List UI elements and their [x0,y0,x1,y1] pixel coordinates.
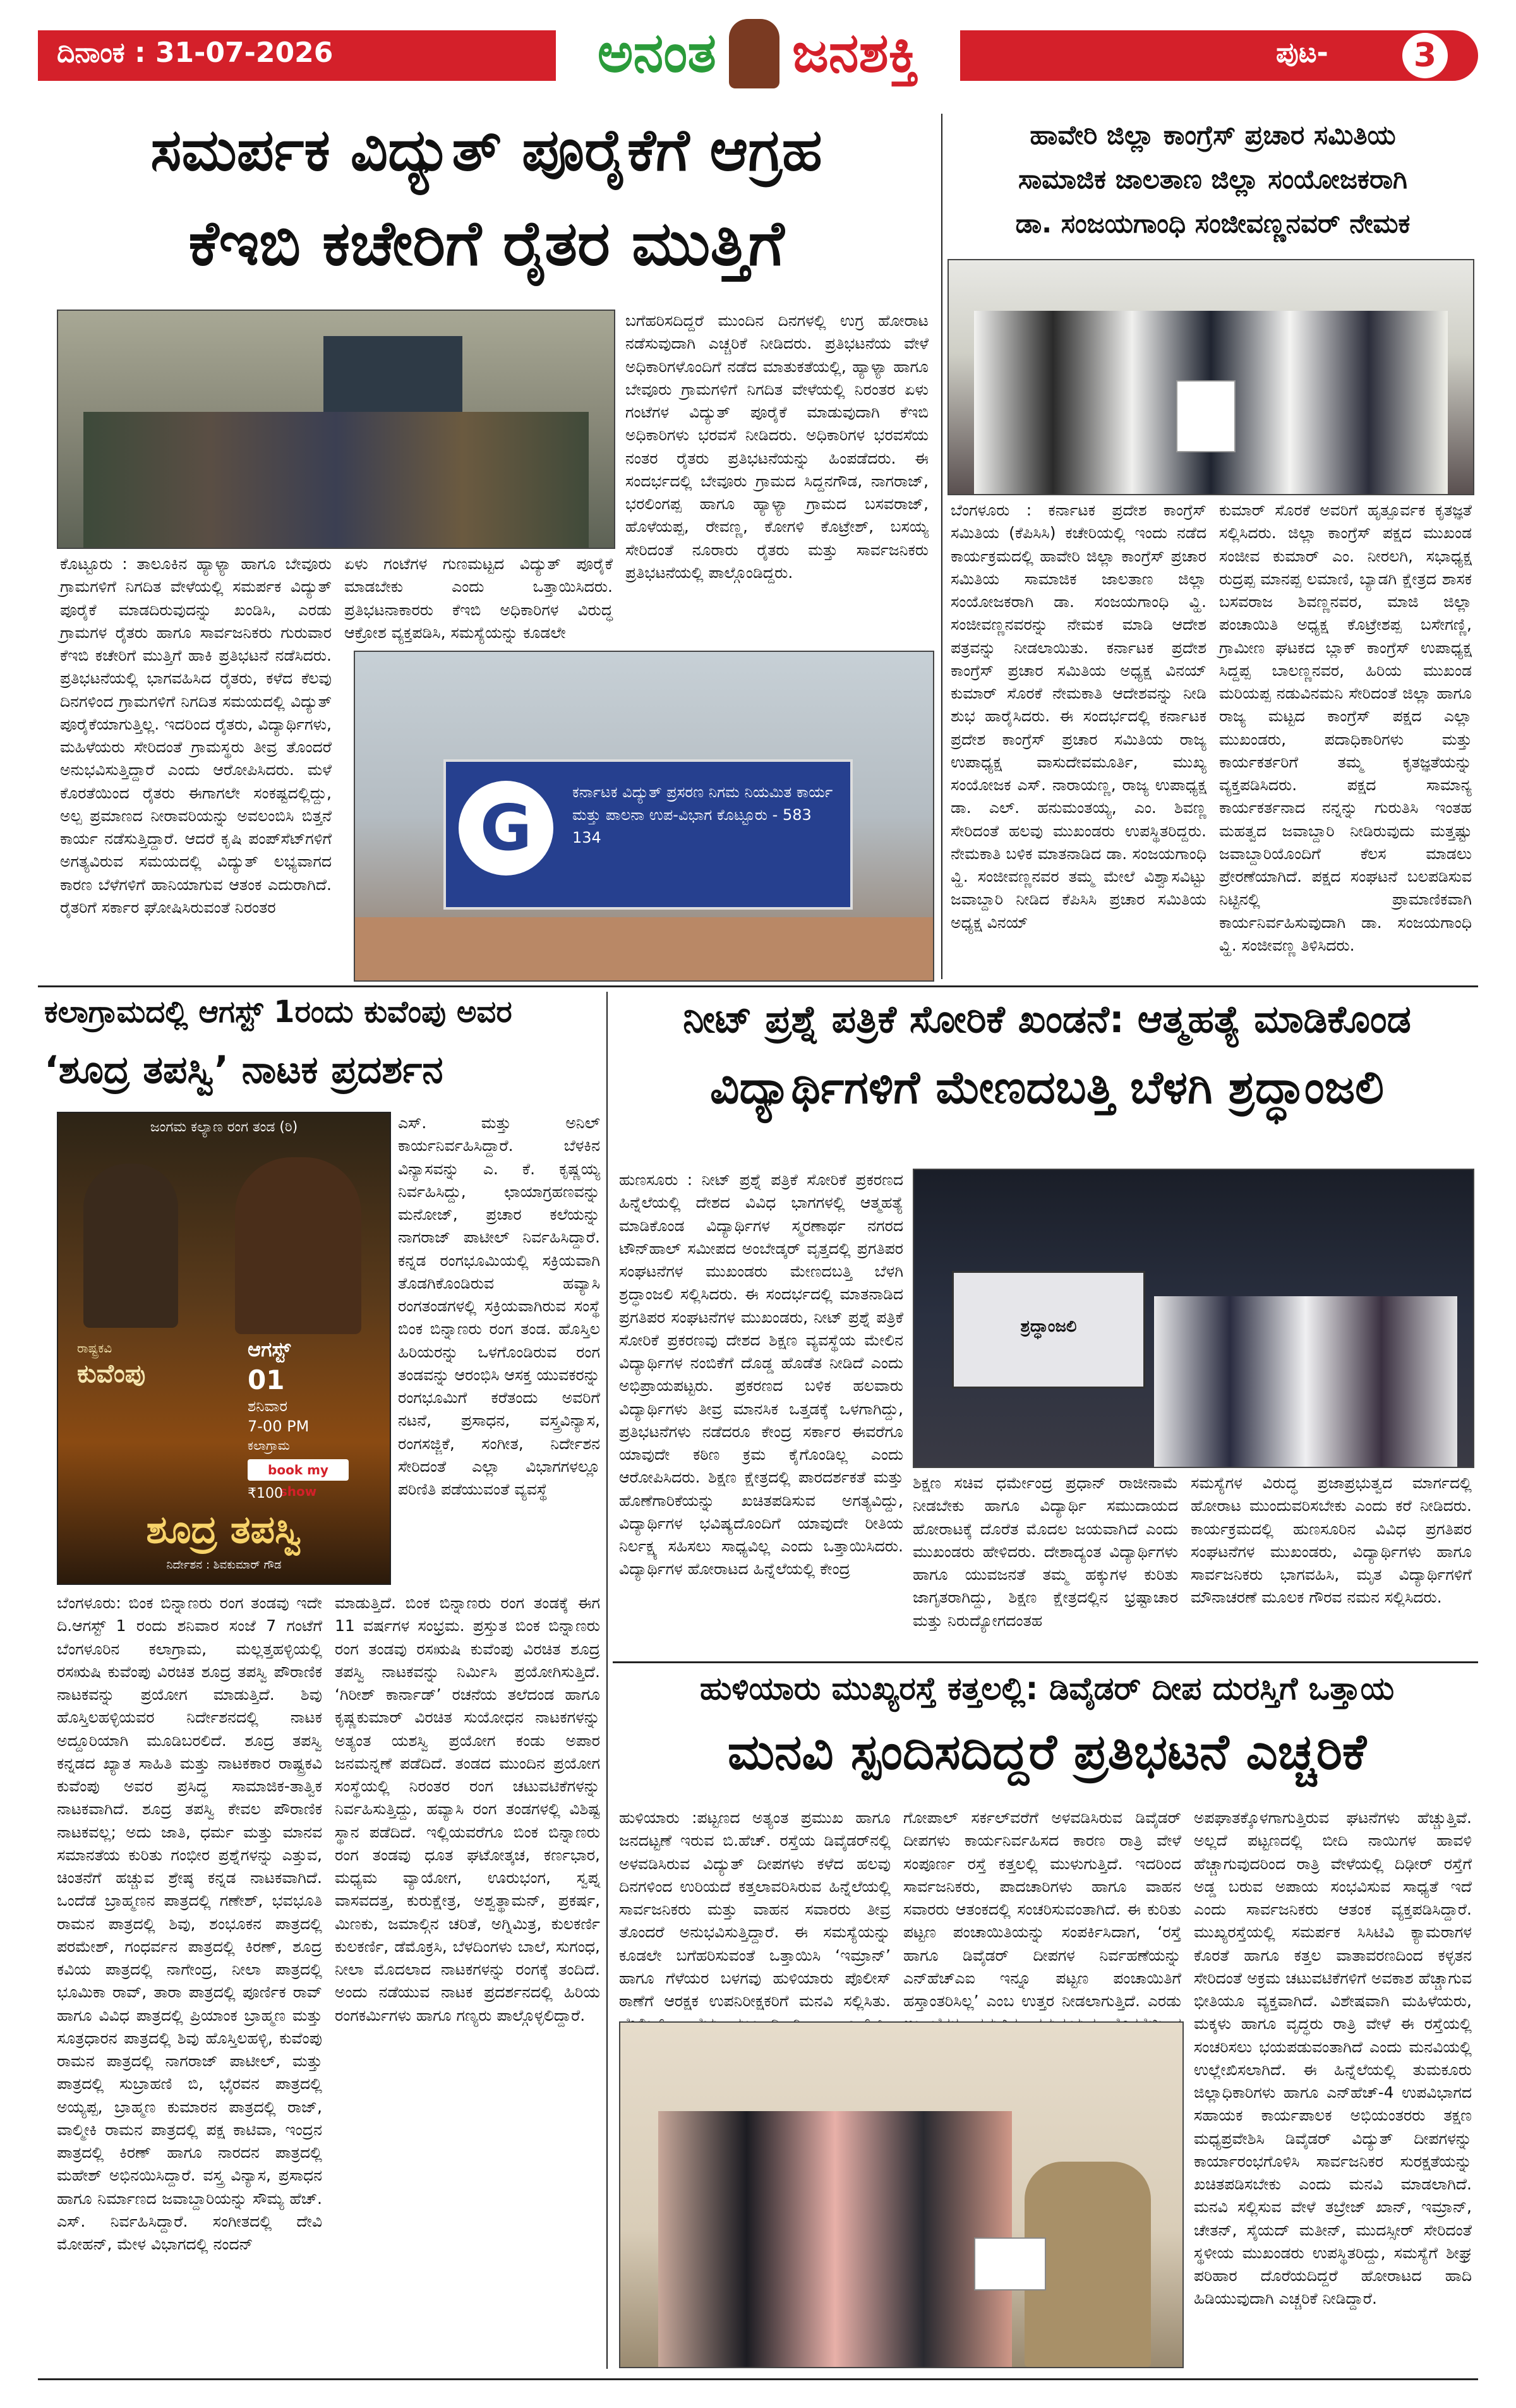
story1-column-middle: ಏಳು ಗಂಟೆಗಳ ಗುಣಮಟ್ಟದ ವಿದ್ಯುತ್ ಪೂರೈಕೆ ಮಾಡಬೇಕು ಎಂದು ಒತ್ತಾಯಿಸಿದರು. ಪ್ರತಿಭಟನಾಕಾರರು ಕೆಇಬಿ ಅಧಿಕಾರಿಗಳ ವಿರುದ್ಧ ಆಕ್ರೋಶ ವ್ಯಕ್ತಪಡಿಸಿ, ಸಮಸ್ಯೆಯನ್ನು ಕೂಡಲೇ [344,555,613,642]
poster-venue: ಕಲಾಗ್ರಾಮ [248,1438,290,1453]
logo-right-word: ಜನಶಕ್ತಿ [791,21,919,85]
logo-left-word: ಅನಂತ [597,21,716,85]
poster-weekday: ಶನಿವಾರ [248,1397,288,1415]
story3-column-bottom-right: ಮಾಡುತ್ತಿದೆ. ಬಿಂಕ ಬಿನ್ನಾಣರು ರಂಗ ತಂಡಕ್ಕೆ ಈಗ 11 ವರ್ಷಗಳ ಸಂಭ್ರಮ. ಪ್ರಸ್ತುತ ಬಿಂಕ ಬಿನ್ನಾಣರು ರಂಗ ತಂಡವು ರಸಋಷಿ ಕುವೆಂಪು ವಿರಚಿತ ಶೂದ್ರ ತಪಸ್ವಿ ನಾಟಕವನ್ನು ನಿರ್ಮಿಸಿ ಪ್ರಯೋಗಿಸುತ್ತಿದೆ. ‘ಗಿರೀಶ್ ಕಾರ್ನಾಡ್’ ರಚನೆಯ ತಲೆದಂಡ ಹಾಗೂ ಕೃಷ್ಣಕುಮಾರ್ ವಿರಚಿತ ಸುಯೋಧನ ನಾಟಕಗಳನ್ನು ಅತ್ಯಂತ ಯಶಸ್ವಿ ಪ್ರಯೋಗ ಕಂಡು ಅಪಾರ ಜನಮನ್ನಣೆ ಪಡೆದಿದೆ. ತಂಡದ ಮುಂದಿನ ಪ್ರಯೋಗ ಸಂಸ್ಥೆಯಲ್ಲಿ ನಿರಂತರ ರಂಗ ಚಟುವಟಿಕೆಗಳನ್ನು ನಿರ್ವಹಿಸುತ್ತಿದ್ದು, ಹವ್ಯಾಸಿ ರಂಗ ತಂಡಗಳಲ್ಲಿ ವಿಶಿಷ್ಟ ಸ್ಥಾನ ಪಡೆದಿದೆ. ಇಲ್ಲಿಯವರೆಗೂ ಬಿಂಕ ಬಿನ್ನಾಣರು ರಂಗ ತಂಡವು ಧೂತ ಘಟೋತ್ಕಚ, ಕರ್ಣಭಾರ, ಮಧ್ಯಮ ವ್ಯಾಯೋಗ, ಊರುಭಂಗ, ಸ್ವಪ್ನ ವಾಸವದತ್ತ, ಕುರುಕ್ಷೇತ್ರ, ಅಶ್ವತ್ಥಾಮನ್, ಪ್ರಕರ್ಷ, ಮಿಣಕು, ಜಮಾಲ್ಗಿನ ಚರಿತೆ, ಅಗ್ನಿಮಿತ್ರ, ಕುಲಕರ್ಣಿ ಕುಲಕರ್ಣಿ, ಡೆಮೊಕ್ರಸಿ, ಬೆಳದಿಂಗಳು ಬಾಲೆ, ಸುಗಂಧ, ನೀಲಾ ಮೊದಲಾದ ನಾಟಕಗಳನ್ನು ರಂಗಕ್ಕೆ ತಂದಿದೆ. ಅಂದು ನಡೆಯುವ ನಾಟಕ ಪ್ರದರ್ಶನದಲ್ಲಿ ಹಿರಿಯ ರಂಗಕರ್ಮಿಗಳು ಹಾಗೂ ಗಣ್ಯರು ಪಾಲ್ಗೊಳ್ಳಲಿದ್ದಾರೆ. [335,1594,600,2025]
story5-photo-memorandum [619,2021,1184,2368]
story2-column-right: ಕುಮಾರ್ ಸೊರಕೆ ಅವರಿಗೆ ಹೃತ್ಪೂರ್ವಕ ಕೃತಜ್ಞತೆ ಸಲ್ಲಿಸಿದರು. ಜಿಲ್ಲಾ ಕಾಂಗ್ರೆಸ್ ಪಕ್ಷದ ಮುಖಂಡ ಸಂಜೀವ ಕುಮಾರ್ ಎಂ. ನೀರಲಗಿ, ಸಭಾಧ್ಯಕ್ಷ ರುದ್ರಪ್ಪ ಮಾನಪ್ಪ ಲಮಾಣಿ, ಬ್ಯಾಡಗಿ ಕ್ಷೇತ್ರದ ಶಾಸಕ ಬಸವರಾಜ ಶಿವಣ್ಣನವರ, ಮಾಜಿ ಜಿಲ್ಲಾ ಪಂಚಾಯಿತಿ ಅಧ್ಯಕ್ಷ ಕೊಟ್ರೇಶಪ್ಪ ಬಸೇಗಣ್ಣಿ, ಗ್ರಾಮೀಣ ಘಟಕದ ಬ್ಲಾಕ್ ಕಾಂಗ್ರೆಸ್ ಉಪಾಧ್ಯಕ್ಷ ಸಿದ್ದಪ್ಪ ಬಾಲಣ್ಣನವರ, ಹಿರಿಯ ಮುಖಂಡ ಮರಿಯಪ್ಪ ನಡುವಿನಮನಿ ಸೇರಿದಂತೆ ಜಿಲ್ಲಾ ಹಾಗೂ ರಾಜ್ಯ ಮಟ್ಟದ ಕಾಂಗ್ರೆಸ್ ಪಕ್ಷದ ಎಲ್ಲಾ ಮುಖಂಡರು, ಪದಾಧಿಕಾರಿಗಳು ಮತ್ತು ಕಾರ್ಯಕರ್ತರಿಗೆ ತಮ್ಮ ಕೃತಜ್ಞತೆಯನ್ನು ವ್ಯಕ್ತಪಡಿಸಿದರು. ಪಕ್ಷದ ಸಾಮಾನ್ಯ ಕಾರ್ಯಕರ್ತನಾದ ನನ್ನನ್ನು ಗುರುತಿಸಿ ಇಂತಹ ಮಹತ್ವದ ಜವಾಬ್ದಾರಿ ನೀಡಿರುವುದು ಮತ್ತಷ್ಟು ಜವಾಬ್ದಾರಿಯೊಂದಿಗೆ ಕೆಲಸ ಮಾಡಲು ಪ್ರೇರಣೆಯಾಗಿದೆ. ಪಕ್ಷದ ಸಂಘಟನೆ ಬಲಪಡಿಸುವ ನಿಟ್ಟಿನಲ್ಲಿ ಪ್ರಾಮಾಣಿಕವಾಗಿ ಕಾರ್ಯನಿರ್ವಹಿಸುವುದಾಗಿ ಡಾ. ಸಂಜಯಗಾಂಧಿ ವ್ಹಿ. ಸಂಜೀವಣ್ಣ ತಿಳಿಸಿದರು. [1219,501,1472,954]
vigil-crowd [1154,1296,1457,1467]
page-bottom-rule [38,2378,1478,2380]
poster-figure-right [235,1157,361,1334]
story4-column-under-photo: ಶಿಕ್ಷಣ ಸಚಿವ ಧರ್ಮೇಂದ್ರ ಪ್ರಧಾನ್ ರಾಜೀನಾಮೆ ನೀಡಬೇಕು ಹಾಗೂ ವಿದ್ಯಾರ್ಥಿ ಸಮುದಾಯದ ಹೋರಾಟಕ್ಕೆ ದೊರೆತ ಮೊದಲ ಜಯವಾಗಿದೆ ಎಂದು ಮುಖಂಡರು ಹೇಳಿದರು. ದೇಶಾದ್ಯಂತ ವಿದ್ಯಾರ್ಥಿಗಳು ಹಾಗೂ ಯುವಜನತೆ ತಮ್ಮ ಹಕ್ಕುಗಳ ಕುರಿತು ಜಾಗೃತರಾಗಿದ್ದು, ಶಿಕ್ಷಣ ಕ್ಷೇತ್ರದಲ್ಲಿನ ಭ್ರಷ್ಟಾಚಾರ ಮತ್ತು ನಿರುದ್ಯೋಗದಂತಹ [913,1474,1178,1630]
poster-booking: book my show [248,1459,349,1481]
poster-author-small: ರಾಷ್ಟ್ರಕವಿ [77,1340,112,1356]
story3-column-top-right: ಎಸ್. ಮತ್ತು ಅನಿಲ್ ಕಾರ್ಯನಿರ್ವಹಿಸಿದ್ದಾರೆ. ಬೆಳಕಿನ ವಿನ್ಯಾಸವನ್ನು ಎ. ಕೆ. ಕೃಷ್ಣಯ್ಯ ನಿರ್ವಹಿಸಿದ್ದು, ಛಾಯಾಗ್ರಹಣವನ್ನು ಮನೋಜ್, ಪ್ರಚಾರ ಕಲೆಯನ್ನು ನಾಗರಾಜ್ ಪಾಟೀಲ್ ನಿರ್ವಹಿಸಿದ್ದಾರೆ. ಕನ್ನಡ ರಂಗಭೂಮಿಯಲ್ಲಿ ಸಕ್ರಿಯವಾಗಿ ತೊಡಗಿಕೊಂಡಿರುವ ಹವ್ಯಾಸಿ ರಂಗತಂಡಗಳಲ್ಲಿ ಸಕ್ರಿಯವಾಗಿರುವ ಸಂಸ್ಥೆ ಬಿಂಕ ಬಿನ್ನಾಣರು ರಂಗ ತಂಡ. ಹೊಸ್ತಿಲ ಹಿರಿಯರನ್ನು ಒಳಗೊಂಡಿರುವ ರಂಗ ತಂಡವನ್ನು ಆರಂಭಿಸಿ ಆಸಕ್ತ ಯುವಕರನ್ನು ರಂಗಭೂಮಿಗೆ ಕರೆತಂದು ಅವರಿಗೆ ನಟನೆ, ಪ್ರಸಾಧನ, ವಸ್ತ್ರವಿನ್ಯಾಸ, ರಂಗಸಜ್ಜಿಕೆ, ಸಂಗೀತ, ನಿರ್ದೇಶನ ಸೇರಿದಂತೆ ಎಲ್ಲಾ ವಿಭಾಗಗಳಲ್ಲೂ ಪರಿಣಿತಿ ಪಡೆಯುವಂತೆ ವ್ಯವಸ್ಥೆ [398,1114,600,1498]
logo-box [556,6,960,101]
appointment-letter [1176,380,1236,452]
compound-wall [355,917,933,980]
vigil-banner-text: ಶ್ರದ್ಧಾಂಜಲಿ [1020,1317,1077,1336]
story4-column-left: ಹುಣಸೂರು : ನೀಟ್ ಪ್ರಶ್ನೆ ಪತ್ರಿಕೆ ಸೋರಿಕೆ ಪ್ರಕರಣದ ಹಿನ್ನೆಲೆಯಲ್ಲಿ ದೇಶದ ವಿವಿಧ ಭಾಗಗಳಲ್ಲಿ ಆತ್ಮಹತ್ಯೆ ಮಾಡಿಕೊಂಡ ವಿದ್ಯಾರ್ಥಿಗಳ ಸ್ಮರಣಾರ್ಥ ನಗರದ ಟೌನ್‌ಹಾಲ್ ಸಮೀಪದ ಅಂಬೇಡ್ಕರ್ ವೃತ್ತದಲ್ಲಿ ಪ್ರಗತಿಪರ ಸಂಘಟನೆಗಳ ಮುಖಂಡರು ಮೇಣದಬತ್ತಿ ಬೆಳಗಿ ಶ್ರದ್ಧಾಂಜಲಿ ಸಲ್ಲಿಸಿದರು. ಈ ಸಂದರ್ಭದಲ್ಲಿ ಮಾತನಾಡಿದ ಪ್ರಗತಿಪರ ಸಂಘಟನೆಗಳ ಮುಖಂಡರು, ನೀಟ್ ಪ್ರಶ್ನೆ ಪತ್ರಿಕೆ ಸೋರಿಕೆ ಪ್ರಕರಣವು ದೇಶದ ಶಿಕ್ಷಣ ವ್ಯವಸ್ಥೆಯ ಮೇಲಿನ ವಿದ್ಯಾರ್ಥಿಗಳ ನಂಬಿಕೆಗೆ ದೊಡ್ಡ ಹೊಡೆತ ನೀಡಿದೆ ಎಂದು ಅಭಿಪ್ರಾಯಪಟ್ಟರು. ಪ್ರಕರಣದ ಬಳಿಕ ಹಲವಾರು ವಿದ್ಯಾರ್ಥಿಗಳು ತೀವ್ರ ಮಾನಸಿಕ ಒತ್ತಡಕ್ಕೆ ಒಳಗಾಗಿದ್ದು, ಪ್ರತಿಭಟನೆಗಳು ನಡೆದರೂ ಕೇಂದ್ರ ಸರ್ಕಾರ ಈವರೆಗೂ ಯಾವುದೇ ಕಠಿಣ ಕ್ರಮ ಕೈಗೊಂಡಿಲ್ಲ ಎಂದು ಆರೋಪಿಸಿದರು. ಶಿಕ್ಷಣ ಕ್ಷೇತ್ರದಲ್ಲಿ ಪಾರದರ್ಶಕತೆ ಮತ್ತು ಹೊಣೆಗಾರಿಕೆಯನ್ನು ಖಚಿತಪಡಿಸುವ ಅಗತ್ಯವಿದ್ದು, ವಿದ್ಯಾರ್ಥಿಗಳ ಭವಿಷ್ಯದೊಂದಿಗೆ ಯಾವುದೇ ರೀತಿಯ ನಿರ್ಲಕ್ಷ್ಯ ಸಹಿಸಲು ಸಾಧ್ಯವಿಲ್ಲ ಎಂದು ಒತ್ತಾಯಿಸಿದರು. ವಿದ್ಯಾರ್ಥಿಗಳ ಹೋರಾಟದ ಹಿನ್ನೆಲೆಯಲ್ಲಿ ಕೇಂದ್ರ [619,1171,903,1579]
poster-director: ನಿರ್ದೇಶನ : ಶಿವಕುಮಾರ್ ಗೌಡ [166,1558,282,1572]
story5-column-middle: ಗೋಪಾಲ್ ಸರ್ಕಲ್‌ವರೆಗೆ ಅಳವಡಿಸಿರುವ ಡಿವೈಡರ್ ದೀಪಗಳು ಕಾರ್ಯನಿರ್ವಹಿಸದ ಕಾರಣ ರಾತ್ರಿ ವೇಳೆ ಸಂಪೂರ್ಣ ರಸ್ತೆ ಕತ್ತಲಲ್ಲಿ ಮುಳುಗುತ್ತಿದೆ. ಇದರಿಂದ ಸಾರ್ವಜನಿಕರು, ಪಾದಚಾರಿಗಳು ಹಾಗೂ ವಾಹನ ಸವಾರರು ಆತಂಕದಲ್ಲಿ ಸಂಚರಿಸುವಂತಾಗಿದೆ. ಈ ಕುರಿತು ಪಟ್ಟಣ ಪಂಚಾಯಿತಿಯನ್ನು ಸಂಪರ್ಕಿಸಿದಾಗ, ‘ರಸ್ತೆ ಹಾಗೂ ಡಿವೈಡರ್ ದೀಪಗಳ ನಿರ್ವಹಣೆಯನ್ನು ಎನ್‌ಹೆಚ್‌ಎಐ ಇನ್ನೂ ಪಟ್ಟಣ ಪಂಚಾಯಿತಿಗೆ ಹಸ್ತಾಂತರಿಸಿಲ್ಲ’ ಎಂಬ ಉತ್ತರ ನೀಡಲಾಗುತ್ತಿದೆ. ಎರಡು [903,1809,1181,2010]
story2-column-left: ಬೆಂಗಳೂರು : ಕರ್ನಾಟಕ ಪ್ರದೇಶ ಕಾಂಗ್ರೆಸ್ ಸಮಿತಿಯ (ಕೆಪಿಸಿಸಿ) ಕಚೇರಿಯಲ್ಲಿ ಇಂದು ನಡೆದ ಕಾರ್ಯಕ್ರಮದಲ್ಲಿ ಹಾವೇರಿ ಜಿಲ್ಲಾ ಕಾಂಗ್ರೆಸ್ ಪ್ರಚಾರ ಸಮಿತಿಯ ಸಾಮಾಜಿಕ ಜಾಲತಾಣ ಜಿಲ್ಲಾ ಸಂಯೋಜಕರಾಗಿ ಡಾ. ಸಂಜಯಗಾಂಧಿ ವ್ಹಿ. ಸಂಜೀವಣ್ಣನವರನ್ನು ನೇಮಕ ಮಾಡಿ ಆದೇಶ ಪತ್ರವನ್ನು ನೀಡಲಾಯಿತು. ಕರ್ನಾಟಕ ಪ್ರದೇಶ ಕಾಂಗ್ರೆಸ್ ಪ್ರಚಾರ ಸಮಿತಿಯ ಅಧ್ಯಕ್ಷ ವಿನಯ್ ಕುಮಾರ್ ಸೊರಕೆ ನೇಮಕಾತಿ ಆದೇಶವನ್ನು ನೀಡಿ ಶುಭ ಹಾರೈಸಿದರು. ಈ ಸಂದರ್ಭದಲ್ಲಿ ಕರ್ನಾಟಕ ಪ್ರದೇಶ ಕಾಂಗ್ರೆಸ್ ಪ್ರಚಾರ ಸಮಿತಿಯ ರಾಜ್ಯ ಉಪಾಧ್ಯಕ್ಷ ವಾಸುದೇವಮೂರ್ತಿ, ಮುಖ್ಯ ಸಂಯೋಜಕ ಎಸ್. ನಾರಾಯಣ್ಣ, ರಾಜ್ಯ ಉಪಾಧ್ಯಕ್ಷ ಡಾ. ಎಲ್. ಹನುಮಂತಯ್ಯ, ಎಂ. ಶಿವಣ್ಣ ಸೇರಿದಂತೆ ಹಲವು ಮುಖಂಡರು ಉಪಸ್ಥಿತರಿದ್ದರು. ನೇಮಕಾತಿ ಬಳಿಕ ಮಾತನಾಡಿದ ಡಾ. ಸಂಜಯಗಾಂಧಿ ವ್ಹಿ. ಸಂಜೀವಣ್ಣನವರ ತಮ್ಮ ಮೇಲೆ ವಿಶ್ವಾಸವಿಟ್ಟು ಜವಾಬ್ದಾರಿ ನೀಡಿದ ಕೆಪಿಸಿಸಿ ಪ್ರಚಾರ ಸಮಿತಿಯ ಅಧ್ಯಕ್ಷ ವಿನಯ್ [951,501,1206,932]
poster-title: ಶೂದ್ರ ತಪಸ್ವಿ [146,1508,302,1552]
memorandum-group [658,2111,1012,2367]
poster-author: ಕುವೆಂಪು [77,1359,146,1388]
play-poster [57,1112,391,1585]
story5-column-left: ಹುಳಿಯಾರು :ಪಟ್ಟಣದ ಅತ್ಯಂತ ಪ್ರಮುಖ ಹಾಗೂ ಜನದಟ್ಟಣೆ ಇರುವ ಬಿ.ಹೆಚ್. ರಸ್ತೆಯ ಡಿವೈಡರ್‌ನಲ್ಲಿ ಅಳವಡಿಸಿರುವ ವಿದ್ಯುತ್ ದೀಪಗಳು ಕಳೆದ ಹಲವು ದಿನಗಳಿಂದ ಉರಿಯದೆ ಕತ್ತಲಾವರಿಸಿರುವ ಹಿನ್ನೆಲೆಯಲ್ಲಿ ಸಾರ್ವಜನಿಕರು ಮತ್ತು ವಾಹನ ಸವಾರರು ತೀವ್ರ ತೊಂದರೆ ಅನುಭವಿಸುತ್ತಿದ್ದಾರೆ. ಈ ಸಮಸ್ಯೆಯನ್ನು ಕೂಡಲೇ ಬಗೆಹರಿಸುವಂತೆ ಒತ್ತಾಯಿಸಿ ‘ಇಮ್ರಾನ್’ ಹಾಗೂ ಗೆಳೆಯರ ಬಳಗವು ಹುಳಿಯಾರು ಪೊಲೀಸ್ ಠಾಣೆಗೆ ಆರಕ್ಷಕ ಉಪನಿರೀಕ್ಷಕರಿಗೆ ಮನವಿ ಸಲ್ಲಿಸಿತು. [619,1809,891,2010]
story2-photo-appointment [948,259,1474,495]
masthead [0,0,1516,107]
column-divider-2 [606,992,608,2369]
vigil-banner [952,1271,1145,1388]
poster-time: 7-00 PM [248,1418,310,1435]
story2-headline-line3: ಡಾ. ಸಂಜಯಗಾಂಧಿ ಸಂಜೀವಣ್ಣನವರ್ ನೇಮಕ [1015,208,1411,239]
story3-headline-line1: ಕಲಾಗ್ರಾಮದಲ್ಲಿ ಆಗಸ್ಟ್ 1ರಂದು ಕುವೆಂಪು ಅವರ [44,994,512,1030]
poster-month: ಆಗಸ್ಟ್ [248,1337,291,1361]
story2-headline-line1: ಹಾವೇರಿ ಜಿಲ್ಲಾ ಕಾಂಗ್ರೆಸ್ ಪ್ರಚಾರ ಸಮಿತಿಯ [1030,119,1396,150]
section-divider-2 [613,1661,1478,1663]
office-sign-board [443,759,853,910]
story1-column-left: ಕೊಟ್ಟೂರು : ತಾಲೂಕಿನ ಹ್ಯಾಳ್ಯಾ ಹಾಗೂ ಬೇವೂರು ಗ್ರಾಮಗಳಿಗೆ ನಿಗದಿತ ವೇಳೆಯಲ್ಲಿ ಸಮರ್ಪಕ ವಿದ್ಯುತ್ ಪೂರೈಕೆ ಮಾಡದಿರುವುದನ್ನು ಖಂಡಿಸಿ, ಎರಡು ಗ್ರಾಮಗಳ ರೈತರು ಹಾಗೂ ಸಾರ್ವಜನಿಕರು ಗುರುವಾರ ಕೆಇಬಿ ಕಚೇರಿಗೆ ಮುತ್ತಿಗೆ ಹಾಕಿ ಪ್ರತಿಭಟನೆ ನಡೆಸಿದರು. ಪ್ರತಿಭಟನೆಯಲ್ಲಿ ಭಾಗವಹಿಸಿದ ರೈತರು, ಕಳೆದ ಕೆಲವು ದಿನಗಳಿಂದ ಗ್ರಾಮಗಳಿಗೆ ನಿಗದಿತ ಸಮಯದಲ್ಲಿ ವಿದ್ಯುತ್ ಪೂರೈಕೆಯಾಗುತ್ತಿಲ್ಲ. ಇದರಿಂದ ರೈತರು, ವಿದ್ಯಾರ್ಥಿಗಳು, ಮಹಿಳೆಯರು ಸೇರಿದಂತೆ ಗ್ರಾಮಸ್ಥರು ತೀವ್ರ ತೊಂದರೆ ಅನುಭವಿಸುತ್ತಿದ್ದಾರೆ ಎಂದು ಆರೋಪಿಸಿದರು. ಮಳೆ ಕೊರತೆಯಿಂದ ರೈತರು ಈಗಾಗಲೇ ಸಂಕಷ್ಟದಲ್ಲಿದ್ದು, ಅಲ್ಪ ಪ್ರಮಾಣದ ನೀರಾವರಿಯನ್ನು ಅವಲಂಬಿಸಿ ಬಿತ್ತನೆ ಕಾರ್ಯ ನಡೆಸುತ್ತಿದ್ದಾರೆ. ಆದರೆ ಕೃಷಿ ಪಂಪ್‌ಸೆಟ್‌ಗಳಿಗೆ ಅಗತ್ಯವಿರುವ ಸಮಯದಲ್ಲಿ ವಿದ್ಯುತ್ ಲಭ್ಯವಾಗದ ಕಾರಣ ಬೆಳೆಗಳಿಗೆ ಹಾನಿಯಾಗುವ ಆತಂಕ ಎದುರಾಗಿದೆ. ರೈತರಿಗೆ ಸರ್ಕಾರ ಘೋಷಿಸಿರುವಂತೆ ನಿರಂತರ [60,555,332,917]
story2-headline-line2: ಸಾಮಾಜಿಕ ಜಾಲತಾಣ ಜಿಲ್ಲಾ ಸಂಯೋಜಕರಾಗಿ [1018,164,1407,195]
story1-photo-protest [57,310,615,549]
story1-headline-line2: ಕೆಇಬಿ ಕಚೇರಿಗೆ ರೈತರ ಮುತ್ತಿಗೆ [188,208,785,280]
story3-column-bottom-left: ಬೆಂಗಳೂರು: ಬಿಂಕ ಬಿನ್ನಾಣರು ರಂಗ ತಂಡವು ಇದೇ ದಿ.ಆಗಸ್ಟ್ 1 ರಂದು ಶನಿವಾರ ಸಂಜೆ 7 ಗಂಟೆಗೆ ಬೆಂಗಳೂರಿನ ಕಲಾಗ್ರಾಮ, ಮಲ್ಲತ್ತಹಳ್ಳಿಯಲ್ಲಿ ರಸಋಷಿ ಕುವೆಂಪು ವಿರಚಿತ ಶೂದ್ರ ತಪಸ್ವಿ ಪೌರಾಣಿಕ ನಾಟಕವನ್ನು ಪ್ರಯೋಗ ಮಾಡುತ್ತಿದೆ. ಶಿವು ಹೊಸ್ತಿಲಹಳ್ಳಿಯವರ ನಿರ್ದೇಶನದಲ್ಲಿ ನಾಟಕ ಅದ್ದೂರಿಯಾಗಿ ಮೂಡಿಬರಲಿದೆ. ಶೂದ್ರ ತಪಸ್ವಿ ಕನ್ನಡದ ಖ್ಯಾತ ಸಾಹಿತಿ ಮತ್ತು ನಾಟಕಕಾರ ರಾಷ್ಟ್ರಕವಿ ಕುವೆಂಪು ಅವರ ಪ್ರಸಿದ್ಧ ಸಾಮಾಜಿಕ-ತಾತ್ವಿಕ ನಾಟಕವಾಗಿದೆ. ಶೂದ್ರ ತಪಸ್ವಿ ಕೇವಲ ಪೌರಾಣಿಕ ನಾಟಕವಲ್ಲ; ಅದು ಜಾತಿ, ಧರ್ಮ ಮತ್ತು ಮಾನವ ಸಮಾನತೆಯ ಕುರಿತು ಗಂಭೀರ ಪ್ರಶ್ನೆಗಳನ್ನು ಎತ್ತುವ, ಚಿಂತನೆಗೆ ಹಚ್ಚುವ ಶ್ರೇಷ್ಠ ಕನ್ನಡ ನಾಟಕವಾಗಿದೆ. ಒಂದೆಡೆ ಬ್ರಾಹ್ಮಣನ ಪಾತ್ರದಲ್ಲಿ ಗಣೇಶ್, ಭವಭೂತಿ ರಾಮನ ಪಾತ್ರದಲ್ಲಿ ಶಿವು, ಶಂಭೂಕನ ಪಾತ್ರದಲ್ಲಿ ಪರಮೇಶ್, ಗಂಧರ್ವನ ಪಾತ್ರದಲ್ಲಿ ಕಿರಣ್, ಶೂದ್ರ ಕವಿಯ ಪಾತ್ರದಲ್ಲಿ ನಾಗೇಂದ್ರ, ನೀಲಾ ಪಾತ್ರದಲ್ಲಿ ಭೂಮಿಕಾ ರಾವ್, ತಾರಾ ಪಾತ್ರದಲ್ಲಿ ಪೂರ್ಣಿಕ ರಾವ್ ಹಾಗೂ ವಿವಿಧ ಪಾತ್ರದಲ್ಲಿ ಪ್ರಿಯಾಂಕ ಬ್ರಾಹ್ಮಣ ಮತ್ತು ಸೂತ್ರಧಾರನ ಪಾತ್ರದಲ್ಲಿ ಶಿವು ಹೊಸ್ತಿಲಹಳ್ಳಿ, ಕುವೆಂಪು ರಾಮನ ಪಾತ್ರದಲ್ಲಿ ನಾಗರಾಜ್ ಪಾಟೀಲ್, ಮತ್ತು ಪಾತ್ರದಲ್ಲಿ ಸುಬ್ರಾಹಣಿ ಬಿ, ಭೈರವನ ಪಾತ್ರದಲ್ಲಿ ಅಯ್ಯಪ್ಪ, ಬ್ರಾಹ್ಮಣ ಕುಮಾರನ ಪಾತ್ರದಲ್ಲಿ ರಾಜ್, ವಾಲ್ಮೀಕಿ ರಾಮನ ಪಾತ್ರದಲ್ಲಿ ಪಕ್ಷ ಕಾಟಿವಾ, ಇಂದ್ರನ ಪಾತ್ರದಲ್ಲಿ ಕಿರಣ್ ಹಾಗೂ ನಾರದನ ಪಾತ್ರದಲ್ಲಿ ಮಹೇಶ್ ಅಭಿನಯಿಸಿದ್ದಾರೆ. ವಸ್ತ್ರ ವಿನ್ಯಾಸ, ಪ್ರಸಾಧನ ಹಾಗೂ ನಿರ್ಮಾಣದ ಜವಾಬ್ದಾರಿಯನ್ನು ಸೌಮ್ಯ ಹೆಚ್. ಎಸ್. ನಿರ್ವಹಿಸಿದ್ದಾರೆ. ಸಂಗೀತದಲ್ಲಿ ದೇವಿ ಮೋಹನ್, ಮೇಳ ವಿಭಾಗದಲ್ಲಿ ನಂದನ್ [57,1594,322,2253]
story5-headline-line1: ಹುಳಿಯಾರು ಮುಖ್ಯರಸ್ತೆ ಕತ್ತಲಲ್ಲಿ: ಡಿವೈಡರ್ ದೀಪ ದುರಸ್ತಿಗೆ ಒತ್ತಾಯ [699,1670,1395,1707]
sign-board-text: ಕರ್ನಾಟಕ ವಿದ್ಯುತ್ ಪ್ರಸರಣ ನಿಗಮ ನಿಯಮಿತ ಕಾರ್ಯ ಮತ್ತು ಪಾಲನಾ ಉಪ-ವಿಭಾಗ ಕೊಟ್ಟೂರು - 583 134 [572,783,833,846]
poster-price: ₹100 [248,1486,283,1502]
page-number: 3 [1402,33,1448,78]
story3-headline-line2: ‘ಶೂದ್ರ ತಪಸ್ವಿ’ ನಾಟಕ ಪ್ರದರ್ಶನ [44,1048,443,1092]
story1-headline-line1: ಸಮರ್ಪಕ ವಿದ್ಯುತ್ ಪೂರೈಕೆಗೆ ಆಗ್ರಹ [150,116,822,184]
newspaper-logo [556,6,960,101]
story1-photo-office-board [354,651,934,982]
crowd [83,412,589,548]
story5-headline-line2: ಮನವಿ ಸ್ಪಂದಿಸದಿದ್ದರೆ ಪ್ರತಿಭಟನೆ ಎಚ್ಚರಿಕೆ [727,1724,1367,1781]
story4-photo-candle-vigil [913,1169,1474,1468]
story4-headline-line1: ನೀಟ್ ಪ್ರಶ್ನೆ ಪತ್ರಿಕೆ ಸೋರಿಕೆ ಖಂಡನೆ: ಆತ್ಮಹತ್ಯೆ ಮಾಡಿಕೊಂಡ [683,997,1411,1042]
page-label: ಪುಟ- [1276,37,1328,69]
sign-logo: G [459,781,553,876]
raised-fist-icon [729,19,779,88]
memorandum-paper [974,2237,1046,2291]
story5-column-right: ಅಪಘಾತಕ್ಕೊಳಗಾಗುತ್ತಿರುವ ಘಟನೆಗಳು ಹೆಚ್ಚುತ್ತಿವೆ. ಅಲ್ಲದೆ ಪಟ್ಟಣದಲ್ಲಿ ಬೀದಿ ನಾಯಿಗಳ ಹಾವಳಿ ಹೆಚ್ಚಾಗುವುದರಿಂದ ರಾತ್ರಿ ವೇಳೆಯಲ್ಲಿ ದಿಢೀರ್ ರಸ್ತೆಗೆ ಅಡ್ಡ ಬರುವ ಅಪಾಯ ಸಂಭವಿಸುವ ಸಾಧ್ಯತೆ ಇದೆ ಎಂದು ಸಾರ್ವಜನಿಕರು ಆತಂಕ ವ್ಯಕ್ತಪಡಿಸಿದ್ದಾರೆ. ಮುಖ್ಯರಸ್ತೆಯಲ್ಲಿ ಸಮರ್ಪಕ ಸಿಸಿಟಿವಿ ಕ್ಯಾಮರಾಗಳ ಕೊರತೆ ಹಾಗೂ ಕತ್ತಲ ವಾತಾವರಣದಿಂದ ಕಳ್ಳತನ ಸೇರಿದಂತೆ ಅಕ್ರಮ ಚಟುವಟಿಕೆಗಳಿಗೆ ಅವಕಾಶ ಹೆಚ್ಚಾಗುವ ಭೀತಿಯೂ ವ್ಯಕ್ತವಾಗಿದೆ. ವಿಶೇಷವಾಗಿ ಮಹಿಳೆಯರು, ಮಕ್ಕಳು ಹಾಗೂ ವೃದ್ಧರು ರಾತ್ರಿ ವೇಳೆ ಈ ರಸ್ತೆಯಲ್ಲಿ ಸಂಚರಿಸಲು ಭಯಪಡುವಂತಾಗಿದೆ ಎಂದು ಮನವಿಯಲ್ಲಿ ಉಲ್ಲೇಖಿಸಲಾಗಿದೆ. ಈ ಹಿನ್ನೆಲೆಯಲ್ಲಿ ತುಮಕೂರು ಜಿಲ್ಲಾಧಿಕಾರಿಗಳು ಹಾಗೂ ಎನ್‌ಹೆಚ್‌-4 ಉಪವಿಭಾಗದ ಸಹಾಯಕ ಕಾರ್ಯಪಾಲಕ ಅಭಿಯಂತರರು ತಕ್ಷಣ ಮಧ್ಯಪ್ರವೇಶಿಸಿ ಡಿವೈಡರ್ ವಿದ್ಯುತ್ ದೀಪಗಳನ್ನು ಕಾರ್ಯಾರಂಭಗೊಳಿಸಿ ಸಾರ್ವಜನಿಕರ ಸುರಕ್ಷತೆಯನ್ನು ಖಚಿತಪಡಿಸಬೇಕು ಎಂದು ಮನವಿ ಮಾಡಲಾಗಿದೆ. ಮನವಿ ಸಲ್ಲಿಸುವ ವೇಳೆ ತಬ್ರೇಜ್ ಖಾನ್, ಇಮ್ರಾನ್, ಚೇತನ್, ಸೈಯದ್ ಮತೀನ್, ಮುದಸ್ಸೀರ್ ಸೇರಿದಂತೆ ಸ್ಥಳೀಯ ಮುಖಂಡರು ಉಪಸ್ಥಿತರಿದ್ದು, ಸಮಸ್ಯೆಗೆ ಶೀಘ್ರ ಪರಿಹಾರ ದೊರೆಯದಿದ್ದರೆ ಹೋರಾಟದ ಹಾದಿ ಹಿಡಿಯುವುದಾಗಿ ಎಚ್ಚರಿಕೆ ನೀಡಿದ್ದಾರೆ. [1194,1809,1472,2308]
story1-column-right: ಬಗೆಹರಿಸದಿದ್ದರೆ ಮುಂದಿನ ದಿನಗಳಲ್ಲಿ ಉಗ್ರ ಹೋರಾಟ ನಡೆಸುವುದಾಗಿ ಎಚ್ಚರಿಕೆ ನೀಡಿದರು. ಪ್ರತಿಭಟನೆಯ ವೇಳೆ ಅಧಿಕಾರಿಗಳೊಂದಿಗೆ ನಡೆದ ಮಾತುಕತೆಯಲ್ಲಿ, ಹ್ಯಾಳ್ಯಾ ಹಾಗೂ ಬೇವೂರು ಗ್ರಾಮಗಳಿಗೆ ನಿಗದಿತ ವೇಳೆಯಲ್ಲಿ ನಿರಂತರ ಏಳು ಗಂಟೆಗಳ ವಿದ್ಯುತ್ ಪೂರೈಕೆ ಮಾಡುವುದಾಗಿ ಕೆಇಬಿ ಅಧಿಕಾರಿಗಳು ಭರವಸೆ ನೀಡಿದರು. ಅಧಿಕಾರಿಗಳ ಭರವಸೆಯ ನಂತರ ರೈತರು ಪ್ರತಿಭಟನೆಯನ್ನು ಹಿಂಪಡೆದರು. ಈ ಸಂದರ್ಭದಲ್ಲಿ ಬೇವೂರು ಗ್ರಾಮದ ಸಿದ್ದನಗೌಡ, ನಾಗರಾಜ್, ಭರಲಿಂಗಪ್ಪ ಹಾಗೂ ಹ್ಯಾಳ್ಯಾ ಗ್ರಾಮದ ಬಸವರಾಜ್, ಹೊಳೆಯಪ್ಪ, ರೇವಣ್ಣ, ಕೋಗಳಿ ಕೊಟ್ರೇಶ್, ಬಸಯ್ಯ ಸೇರಿದಂತೆ ನೂರಾರು ರೈತರು ಮತ್ತು ಸಾರ್ವಜನಿಕರು ಪ್ರತಿಭಟನೆಯಲ್ಲಿ ಪಾಲ್ಗೊಂಡಿದ್ದರು. [625,311,929,582]
story4-headline-line2: ವಿದ್ಯಾರ್ಥಿಗಳಿಗೆ ಮೇಣದಬತ್ತಿ ಬೆಳಗಿ ಶ್ರದ್ಧಾಂಜಲಿ [710,1061,1384,1114]
column-divider [941,114,942,979]
section-divider [38,985,1478,987]
poster-figure-left [83,1164,178,1328]
issue-date: ದಿನಾಂಕ : 31-07-2026 [57,37,334,69]
story4-column-right: ಸಮಸ್ಯೆಗಳ ವಿರುದ್ಧ ಪ್ರಜಾಪ್ರಭುತ್ವದ ಮಾರ್ಗದಲ್ಲಿ ಹೋರಾಟ ಮುಂದುವರಿಸಬೇಕು ಎಂದು ಕರೆ ನೀಡಿದರು. ಕಾರ್ಯಕ್ರಮದಲ್ಲಿ ಹುಣಸೂರಿನ ವಿವಿಧ ಪ್ರಗತಿಪರ ಸಂಘಟನೆಗಳ ಮುಖಂಡರು, ವಿದ್ಯಾರ್ಥಿಗಳು ಹಾಗೂ ಸಾರ್ವಜನಿಕರು ಭಾಗವಹಿಸಿ, ಮೃತ ವಿದ್ಯಾರ್ಥಿಗಳಿಗೆ ಮೌನಾಚರಣೆ ಮೂಲಕ ಗೌರವ ನಮನ ಸಲ್ಲಿಸಿದರು. [1191,1474,1472,1607]
poster-day: 01 [248,1364,285,1395]
poster-org: ಜಂಗಮ ಕಲ್ಯಾಣ ರಂಗ ತಂಡ (ರಿ) [150,1119,298,1135]
